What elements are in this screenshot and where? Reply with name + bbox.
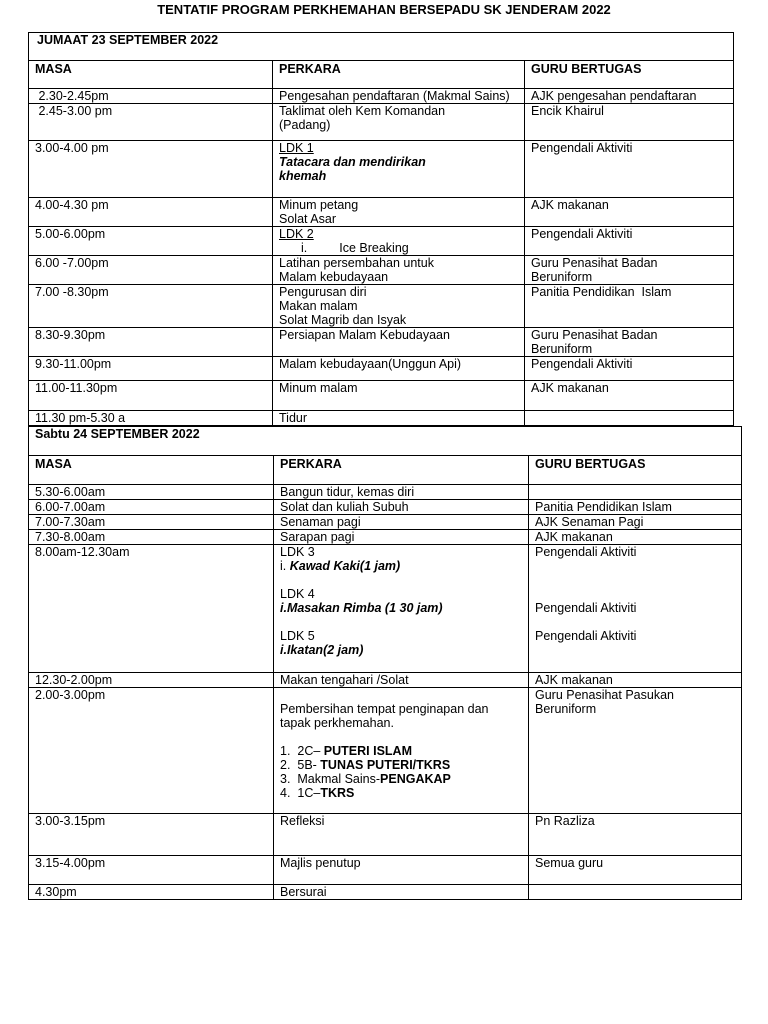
cell-masa: 3.15-4.00pm (29, 856, 274, 885)
cell-guru (525, 89, 734, 104)
table-row (29, 673, 742, 688)
perkara-ldk: LDK 5 (280, 629, 315, 643)
guru-text: AJK makanan (531, 198, 609, 212)
perkara-text: Bersurai (280, 885, 327, 899)
perkara-text: Minum petang (279, 198, 359, 212)
cell-masa: 9.30-11.00pm (29, 357, 273, 381)
group-unit: PENGAKAP (380, 772, 451, 786)
perkara-text: Pengesahan pendaftaran (Makmal Sains) (279, 89, 510, 103)
table-row (29, 885, 742, 900)
cell-masa: 7.00-7.30am (29, 515, 274, 530)
table-row (29, 688, 742, 814)
col-header-guru: GURU BERTUGAS (529, 456, 742, 485)
group-number: 3. Makmal Sains- (280, 772, 381, 786)
perkara-text: Ice Breaking (339, 241, 409, 255)
perkara-text: Bangun tidur, kemas diri (280, 485, 415, 499)
schedule-table-day2 (28, 426, 742, 900)
cell-guru (525, 328, 734, 357)
cell-masa: 7.00 -8.30pm (29, 285, 273, 328)
perkara-text: (Padang) (279, 118, 331, 132)
cell-masa: 2.00-3.00pm (29, 688, 274, 814)
guru-text: Guru Penasihat Badan (531, 328, 658, 342)
table-row (29, 530, 742, 545)
schedule-table-day1 (28, 32, 734, 426)
day-heading-row (29, 33, 734, 61)
guru-text: Pengendali Aktiviti (535, 545, 637, 559)
table-row (29, 381, 734, 411)
col-header-masa: MASA (29, 456, 274, 485)
cell-masa: 5.00-6.00pm (29, 227, 273, 256)
cell-guru (525, 411, 734, 426)
guru-text: Beruniform (531, 342, 593, 356)
guru-text: Pengendali Aktiviti (531, 141, 633, 155)
table-row (29, 500, 742, 515)
perkara-numeral: i. (280, 559, 287, 573)
table-row (29, 515, 742, 530)
cell-guru (529, 500, 742, 515)
cell-guru (529, 530, 742, 545)
cell-masa: 7.30-8.00am (29, 530, 274, 545)
page-title: TENTATIF PROGRAM PERKHEMAHAN BERSEPADU SK JENDERAM 2022 (157, 2, 611, 17)
cell-perkara (274, 856, 529, 885)
cell-masa: 4.30pm (29, 885, 274, 900)
cell-guru (529, 814, 742, 856)
cell-masa: 5.30-6.00am (29, 485, 274, 500)
perkara-text: Malam kebudayaan(Unggun Api) (279, 357, 462, 371)
cell-guru (525, 227, 734, 256)
cell-guru (529, 485, 742, 500)
cell-guru (529, 856, 742, 885)
guru-text: Encik Khairul (531, 104, 604, 118)
cell-perkara (273, 285, 525, 328)
cell-perkara (273, 328, 525, 357)
group-unit: TKRS (320, 786, 355, 800)
cell-guru (529, 545, 742, 673)
col-header-perkara: PERKARA (273, 61, 525, 89)
table-row (29, 198, 734, 227)
guru-text: AJK makanan (531, 381, 609, 395)
cell-guru (525, 104, 734, 141)
cell-masa: 8.30-9.30pm (29, 328, 273, 357)
guru-text: Guru Penasihat Pasukan (535, 688, 674, 702)
cell-guru (525, 285, 734, 328)
perkara-text: Malam kebudayaan (279, 270, 389, 284)
cell-masa: 3.00-4.00 pm (29, 141, 273, 198)
cell-masa: 4.00-4.30 pm (29, 198, 273, 227)
col-header-masa: MASA (29, 61, 273, 89)
guru-text: AJK Senaman Pagi (535, 515, 644, 529)
group-unit: PUTERI ISLAM (323, 744, 412, 758)
cell-perkara (274, 885, 529, 900)
cell-guru (529, 688, 742, 814)
group-unit: TUNAS PUTERI/TKRS (320, 758, 451, 772)
cell-perkara (274, 688, 529, 814)
guru-text: AJK pengesahan pendaftaran (531, 89, 697, 103)
cell-perkara (273, 381, 525, 411)
perkara-ldk: LDK 4 (280, 587, 315, 601)
day-heading: Sabtu 24 SEPTEMBER 2022 (29, 427, 742, 456)
perkara-text: i.Masakan Rimba (1 30 jam) (280, 601, 443, 615)
cell-masa: 6.00 -7.00pm (29, 256, 273, 285)
cell-guru (525, 256, 734, 285)
group-number: 2. 5B- (280, 758, 321, 772)
table-row (29, 357, 734, 381)
cell-perkara (274, 545, 529, 673)
perkara-text: Latihan persembahan untuk (279, 256, 434, 270)
cell-perkara (274, 500, 529, 515)
table-row (29, 89, 734, 104)
perkara-text: Senaman pagi (280, 515, 361, 529)
perkara-text: Tidur (279, 411, 308, 425)
cell-guru (525, 198, 734, 227)
guru-text: Beruniform (535, 702, 597, 716)
cell-masa: 11.00-11.30pm (29, 381, 273, 411)
header-row (29, 61, 734, 89)
guru-text: Beruniform (531, 270, 593, 284)
cell-perkara (273, 227, 525, 256)
cell-perkara (274, 530, 529, 545)
cell-perkara (274, 515, 529, 530)
table-row (29, 227, 734, 256)
perkara-text: Solat Magrib dan Isyak (279, 313, 407, 327)
table-row (29, 104, 734, 141)
guru-text: Guru Penasihat Badan (531, 256, 658, 270)
table-row (29, 856, 742, 885)
group-number: 4. 1C– (280, 786, 321, 800)
guru-text: Panitia Pendidikan Islam (535, 500, 672, 514)
cell-masa: 3.00-3.15pm (29, 814, 274, 856)
perkara-text: Solat Asar (279, 212, 336, 226)
perkara-text: Tatacara dan mendirikan (279, 155, 426, 169)
cell-masa: 12.30-2.00pm (29, 673, 274, 688)
cell-guru (525, 141, 734, 198)
header-row (29, 456, 742, 485)
cell-perkara (273, 411, 525, 426)
perkara-text: Makan malam (279, 299, 358, 313)
cell-guru (525, 357, 734, 381)
cell-perkara (273, 89, 525, 104)
cell-perkara (273, 256, 525, 285)
perkara-numeral: i. (301, 241, 308, 255)
cell-guru (529, 673, 742, 688)
guru-text: Pengendali Aktiviti (531, 357, 633, 371)
cell-perkara (273, 141, 525, 198)
perkara-text: Pembersihan tempat penginapan dan (280, 702, 489, 716)
cell-guru (529, 515, 742, 530)
col-header-perkara: PERKARA (274, 456, 529, 485)
table-row (29, 814, 742, 856)
table-row (29, 285, 734, 328)
perkara-text: i.Ikatan(2 jam) (280, 643, 364, 657)
cell-perkara (274, 485, 529, 500)
cell-perkara (273, 357, 525, 381)
perkara-text: Solat dan kuliah Subuh (280, 500, 409, 514)
guru-text: AJK makanan (535, 673, 613, 687)
perkara-text: Sarapan pagi (280, 530, 355, 544)
perkara-text: Taklimat oleh Kem Komandan (279, 104, 446, 118)
guru-text: Pn Razliza (535, 814, 595, 828)
cell-masa: 6.00-7.00am (29, 500, 274, 515)
cell-guru (525, 381, 734, 411)
cell-perkara (274, 673, 529, 688)
cell-perkara (274, 814, 529, 856)
perkara-ldk: LDK 1 (279, 141, 314, 155)
guru-text: Panitia Pendidikan Islam (531, 285, 672, 299)
perkara-ldk: LDK 2 (279, 227, 314, 241)
day-heading: JUMAAT 23 SEPTEMBER 2022 (29, 33, 734, 61)
perkara-text: Majlis penutup (280, 856, 361, 870)
guru-text: AJK makanan (535, 530, 613, 544)
perkara-text: tapak perkhemahan. (280, 716, 394, 730)
table-row (29, 545, 742, 673)
cell-masa: 2.45-3.00 pm (29, 104, 273, 141)
perkara-text: Pengurusan diri (279, 285, 367, 299)
table-row (29, 485, 742, 500)
perkara-text: khemah (279, 169, 327, 183)
guru-text: Pengendali Aktiviti (535, 601, 637, 615)
table-row (29, 256, 734, 285)
table-row (29, 141, 734, 198)
day-heading-row (29, 427, 742, 456)
cell-masa: 8.00am-12.30am (29, 545, 274, 673)
perkara-text: Makan tengahari /Solat (280, 673, 409, 687)
perkara-ldk: LDK 3 (280, 545, 315, 559)
cell-masa: 2.30-2.45pm (29, 89, 273, 104)
table-row (29, 411, 734, 426)
perkara-text: Refleksi (280, 814, 325, 828)
cell-guru (529, 885, 742, 900)
cell-masa: 11.30 pm-5.30 a (29, 411, 273, 426)
perkara-text: Persiapan Malam Kebudayaan (279, 328, 450, 342)
group-number: 1. 2C– (280, 744, 324, 758)
guru-text: Pengendali Aktiviti (535, 629, 637, 643)
cell-perkara (273, 198, 525, 227)
col-header-guru: GURU BERTUGAS (525, 61, 734, 89)
table-row (29, 328, 734, 357)
guru-text: Semua guru (535, 856, 604, 870)
perkara-text: Minum malam (279, 381, 358, 395)
perkara-text: Kawad Kaki(1 jam) (289, 559, 401, 573)
cell-perkara (273, 104, 525, 141)
guru-text: Pengendali Aktiviti (531, 227, 633, 241)
